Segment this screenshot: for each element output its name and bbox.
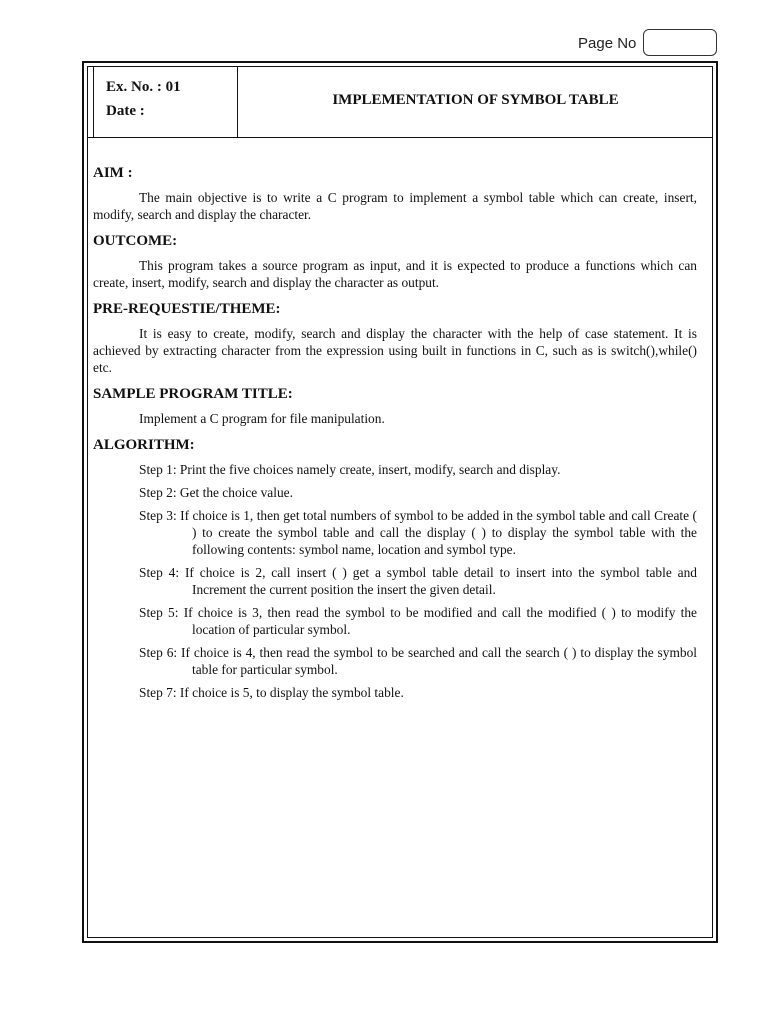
page-no-box [643,29,717,56]
algorithm-step: Step 1: Print the five choices namely create, insert, modify, search and display. [139,462,561,477]
page-no-label: Page No [578,35,637,52]
document-title: IMPLEMENTATION OF SYMBOL TABLE [332,92,619,108]
header-table [87,66,713,138]
outcome-text: This program takes a source program as input, and it is expected to produce a functions which can create, insert, modify, search and display the character as output. [93,258,697,290]
algorithm-step: Step 7: If choice is 5, to display the symbol table. [139,685,404,700]
aim-heading: AIM : [93,165,133,181]
algorithm-step: Step 5: If choice is 3, then read the symbol to be modified and call the modified ( ) to modify the location of particular symbol. [139,605,697,637]
algorithm-heading: ALGORITHM: [93,437,195,453]
prereq-heading: PRE-REQUESTIE/THEME: [93,301,281,317]
outcome-heading: OUTCOME: [93,233,178,249]
algorithm-step: Step 6: If choice is 4, then read the symbol to be searched and call the search ( ) to display the symbol table for particular symbol. [139,645,697,677]
algorithm-step: Step 3: If choice is 1, then get total numbers of symbol to be added in the symbol table and call Create ( ) to create the symbol table and call the display ( ) to display the symbol table with the following contents: symbol name, location and symbol type. [139,508,697,557]
sample-program-heading: SAMPLE PROGRAM TITLE: [93,386,293,402]
algorithm-step: Step 4: If choice is 2, call insert ( ) get a symbol table detail to insert into the symbol table and Increment the current position the insert the given detail. [139,565,697,597]
document-body [93,165,697,707]
aim-text: The main objective is to write a C program to implement a symbol table which can create, insert, modify, search and display the character. [93,190,697,222]
algorithm-step: Step 2: Get the choice value. [139,485,293,500]
exercise-number: Ex. No. : 01 [106,79,181,95]
header-left-cell [93,66,238,137]
sample-program-text: Implement a C program for file manipulation. [139,411,385,426]
date-label: Date : [106,103,145,119]
prereq-text: It is easy to create, modify, search and display the character with the help of case statement. It is achieved by extracting character from the expression using built in functions in C, such as is switch(),while() etc. [93,326,697,375]
